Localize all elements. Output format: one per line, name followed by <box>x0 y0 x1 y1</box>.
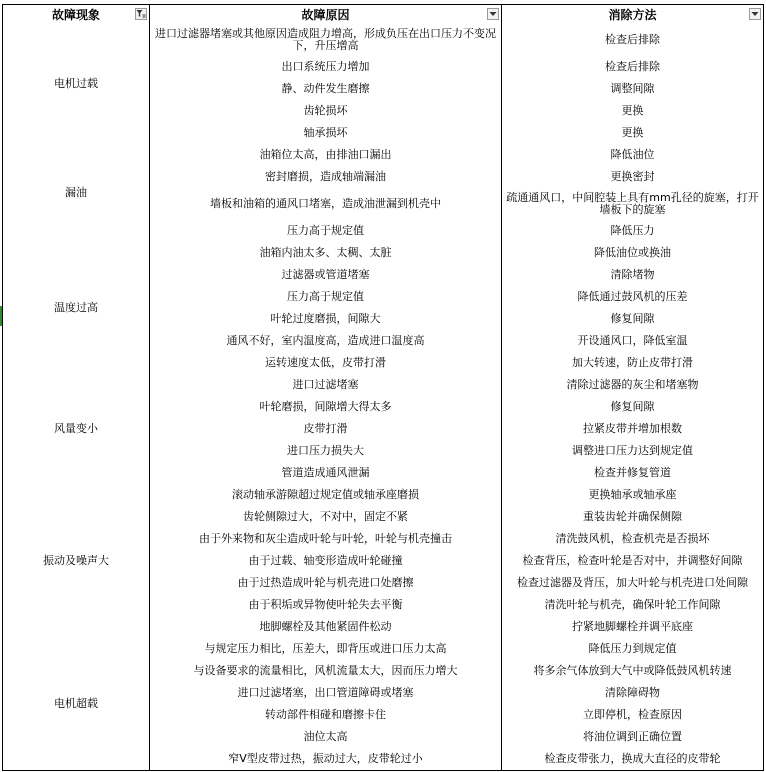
remedy-cell <box>501 616 764 639</box>
remedy-cell-text: 降低油位或换油 <box>594 246 671 259</box>
remedy-cell <box>501 330 764 353</box>
cause-cell <box>149 726 502 749</box>
remedy-cell <box>501 396 764 419</box>
cause-cell-text: 运转速度太低，皮带打滑 <box>265 356 386 369</box>
cause-cell-text: 静、动件发生磨擦 <box>281 82 370 95</box>
cause-cell <box>149 418 502 441</box>
cause-cell <box>149 704 502 727</box>
filter-dropdown-button[interactable] <box>487 8 499 20</box>
remedy-cell <box>501 308 764 331</box>
cause-cell-text: 齿轮侧隙过大，不对中，固定不紧 <box>243 510 408 523</box>
cause-cell <box>149 330 502 353</box>
symptom-cell-text: 漏油 <box>65 186 87 199</box>
remedy-cell <box>501 23 764 57</box>
remedy-cell-text: 修复间隙 <box>610 400 655 413</box>
cause-cell <box>149 660 502 683</box>
cause-cell-text: 滚动轴承游隙超过规定值或轴承座磨损 <box>232 488 419 501</box>
cause-cell-text: 进口压力损失大 <box>287 444 364 457</box>
remedy-cell-text: 检查后排除 <box>605 60 660 73</box>
cause-cell-text: 由于积垢或异物使叶轮失去平衡 <box>248 598 403 611</box>
fault-table <box>2 4 764 771</box>
chevron-down-icon <box>489 11 497 17</box>
cause-cell-text: 与设备要求的流量相比，风机流量太大，因而压力增大 <box>193 664 458 677</box>
remedy-cell <box>501 220 764 243</box>
header-symptom <box>2 4 150 24</box>
cause-cell-text: 过滤器或管道堵塞 <box>281 268 370 281</box>
cause-cell <box>149 78 502 101</box>
remedy-cell-text: 降低油位 <box>610 148 655 161</box>
cause-cell-text: 地脚螺栓及其他紧固件松动 <box>259 620 392 633</box>
remedy-cell <box>501 122 764 145</box>
header-remedy <box>501 4 764 24</box>
remedy-cell <box>501 56 764 79</box>
remedy-cell-text: 清除过滤器的灰尘和堵塞物 <box>566 378 699 391</box>
remedy-cell <box>501 440 764 463</box>
cause-cell-text: 轴承损坏 <box>303 126 348 139</box>
cause-cell <box>149 352 502 375</box>
cause-cell <box>149 682 502 705</box>
cause-cell-text: 叶轮磨损，间隙增大得太多 <box>259 400 392 413</box>
remedy-cell <box>501 144 764 167</box>
cause-cell <box>149 616 502 639</box>
cause-cell <box>149 144 502 167</box>
remedy-cell <box>501 748 764 771</box>
symptom-cell <box>2 374 150 485</box>
cause-cell-text: 出口系统压力增加 <box>281 60 370 73</box>
chevron-down-icon <box>751 11 759 17</box>
cause-cell-text: 皮带打滑 <box>303 422 348 435</box>
remedy-cell <box>501 484 764 507</box>
remedy-cell-text: 更换 <box>621 126 644 139</box>
remedy-cell <box>501 638 764 661</box>
cause-cell-text: 进口过滤堵塞，出口管道障碍或堵塞 <box>237 686 414 699</box>
cause-cell <box>149 23 502 57</box>
cause-cell-text: 转动部件相碰和磨擦卡住 <box>265 708 386 721</box>
cause-cell-text: 进口过滤堵塞 <box>292 378 359 391</box>
remedy-cell-text: 拉紧皮带并增加根数 <box>583 422 682 435</box>
header-cause-label: 故障原因 <box>301 7 350 22</box>
cause-cell <box>149 572 502 595</box>
remedy-cell-text: 更换 <box>621 104 644 117</box>
cause-cell <box>149 220 502 243</box>
remedy-cell <box>501 660 764 683</box>
cause-cell <box>149 188 502 221</box>
cause-cell-text: 油位太高 <box>303 730 348 743</box>
cause-cell-text: 通风不好，室内温度高，造成进口温度高 <box>226 334 425 347</box>
cause-cell <box>149 638 502 661</box>
cause-cell-text: 压力高于规定值 <box>287 290 364 303</box>
remedy-cell-text: 拧紧地脚螺栓并调平底座 <box>572 620 693 633</box>
cause-cell <box>149 122 502 145</box>
cause-cell-text: 由于过热造成叶轮与机壳进口处磨擦 <box>237 576 414 589</box>
cause-cell <box>149 100 502 123</box>
remedy-cell-text: 检查后排除 <box>605 32 660 46</box>
filter-dropdown-button[interactable] <box>749 8 761 20</box>
remedy-cell <box>501 286 764 309</box>
remedy-cell <box>501 704 764 727</box>
remedy-cell <box>501 550 764 573</box>
remedy-cell-text: 加大转速，防止皮带打滑 <box>572 356 693 369</box>
remedy-cell <box>501 352 764 375</box>
cause-cell-text: 窄V型皮带过热，振动过大，皮带轮过小 <box>228 752 423 765</box>
remedy-cell-text: 清洗叶轮与机壳，确保叶轮工作间隙 <box>544 598 721 611</box>
remedy-cell <box>501 726 764 749</box>
remedy-cell <box>501 506 764 529</box>
cause-cell-text: 密封磨损，造成轴端漏油 <box>265 170 386 183</box>
cause-cell-text: 油箱内油太多、太稠、太脏 <box>259 246 392 259</box>
remedy-cell-text: 重装齿轮并确保侧隙 <box>583 510 682 523</box>
remedy-cell-text: 清洗鼓风机，检查机壳是否损坏 <box>555 532 710 545</box>
remedy-cell-text: 更换轴承或轴承座 <box>588 488 677 501</box>
cause-cell-text: 由于外来物和灰尘造成叶轮与叶轮，叶轮与机壳撞击 <box>199 532 452 545</box>
cause-cell-text: 压力高于规定值 <box>287 224 364 237</box>
remedy-cell-text: 检查过滤器及背压，加大叶轮与机壳进口处间隙 <box>517 576 748 589</box>
remedy-cell <box>501 594 764 617</box>
remedy-cell <box>501 572 764 595</box>
remedy-cell <box>501 242 764 265</box>
filter-active-button[interactable] <box>135 8 147 20</box>
remedy-cell <box>501 78 764 101</box>
symptom-cell-text: 电机过载 <box>54 76 98 90</box>
remedy-cell <box>501 682 764 705</box>
cause-cell <box>149 374 502 397</box>
remedy-cell <box>501 528 764 551</box>
cause-cell-text: 墙板和油箱的通风口堵塞，造成油泄漏到机壳中 <box>210 197 441 210</box>
symptom-cell <box>2 242 150 375</box>
remedy-cell-text: 将多余气体放到大气中或降低鼓风机转速 <box>533 664 732 677</box>
cause-cell-text: 与规定压力相比，压差大，即背压或进口压力太高 <box>204 642 447 655</box>
filter-funnel-icon <box>136 9 146 19</box>
symptom-cell-text: 温度过高 <box>54 301 98 314</box>
cause-cell <box>149 550 502 573</box>
remedy-cell <box>501 264 764 287</box>
symptom-cell-text: 风量变小 <box>54 422 98 435</box>
cause-cell-text: 油箱位太高，由排油口漏出 <box>259 148 392 161</box>
symptom-cell-text: 振动及噪声大 <box>43 554 109 567</box>
remedy-cell-text: 清除堵物 <box>610 268 655 281</box>
remedy-cell-text: 疏通通风口，中间腔装上具有mm孔径的旋塞，打开墙板下的旋塞 <box>506 191 759 216</box>
remedy-cell <box>501 166 764 189</box>
cause-cell <box>149 462 502 485</box>
remedy-cell-text: 将油位调到正确位置 <box>583 730 682 743</box>
remedy-cell-text: 修复间隙 <box>610 312 655 325</box>
cause-cell <box>149 308 502 331</box>
cause-cell <box>149 396 502 419</box>
cause-cell <box>149 594 502 617</box>
cause-cell-text: 由于过载、轴变形造成叶轮碰撞 <box>248 554 403 567</box>
symptom-cell-text: 电机超载 <box>54 697 98 710</box>
symptom-cell <box>2 144 150 243</box>
remedy-cell-text: 更换密封 <box>610 170 655 183</box>
remedy-cell-text: 检查背压，检查叶轮是否对中，并调整好间隙 <box>522 554 743 567</box>
remedy-cell-text: 开设通风口，降低室温 <box>577 334 688 347</box>
remedy-cell-text: 降低压力到规定值 <box>588 642 677 655</box>
remedy-cell-text: 调整间隙 <box>610 82 655 95</box>
remedy-cell <box>501 100 764 123</box>
cause-cell-text: 叶轮过度磨损，间隙大 <box>270 312 381 325</box>
cause-cell <box>149 484 502 507</box>
cause-cell <box>149 528 502 551</box>
symptom-cell <box>2 484 150 639</box>
cause-cell-text: 进口过滤器堵塞或其他原因造成阻力增高，形成负压在出口压力不变况下，升压增高 <box>155 26 496 52</box>
cause-cell <box>149 166 502 189</box>
symptom-cell <box>2 638 150 771</box>
remedy-cell <box>501 374 764 397</box>
symptom-cell <box>2 23 150 145</box>
cause-cell-text: 管道造成通风泄漏 <box>281 466 370 479</box>
remedy-cell-text: 检查并修复管道 <box>594 466 671 479</box>
remedy-cell <box>501 462 764 485</box>
remedy-cell-text: 检查皮带张力，换成大直径的皮带轮 <box>544 752 721 765</box>
cause-cell-text: 齿轮损坏 <box>303 104 348 117</box>
header-remedy-label: 消除方法 <box>608 7 657 22</box>
cause-cell <box>149 748 502 771</box>
cause-cell <box>149 264 502 287</box>
remedy-cell-text: 清除障碍物 <box>605 686 660 699</box>
cause-cell <box>149 56 502 79</box>
remedy-cell <box>501 418 764 441</box>
cause-cell <box>149 242 502 265</box>
remedy-cell-text: 调整进口压力达到规定值 <box>572 444 693 457</box>
cause-cell <box>149 506 502 529</box>
cause-cell <box>149 286 502 309</box>
remedy-cell-text: 降低压力 <box>610 224 655 237</box>
header-cause <box>149 4 502 24</box>
header-symptom-label: 故障现象 <box>51 7 100 22</box>
remedy-cell <box>501 188 764 221</box>
remedy-cell-text: 立即停机，检查原因 <box>583 708 682 721</box>
cause-cell <box>149 440 502 463</box>
remedy-cell-text: 降低通过鼓风机的压差 <box>577 290 688 303</box>
